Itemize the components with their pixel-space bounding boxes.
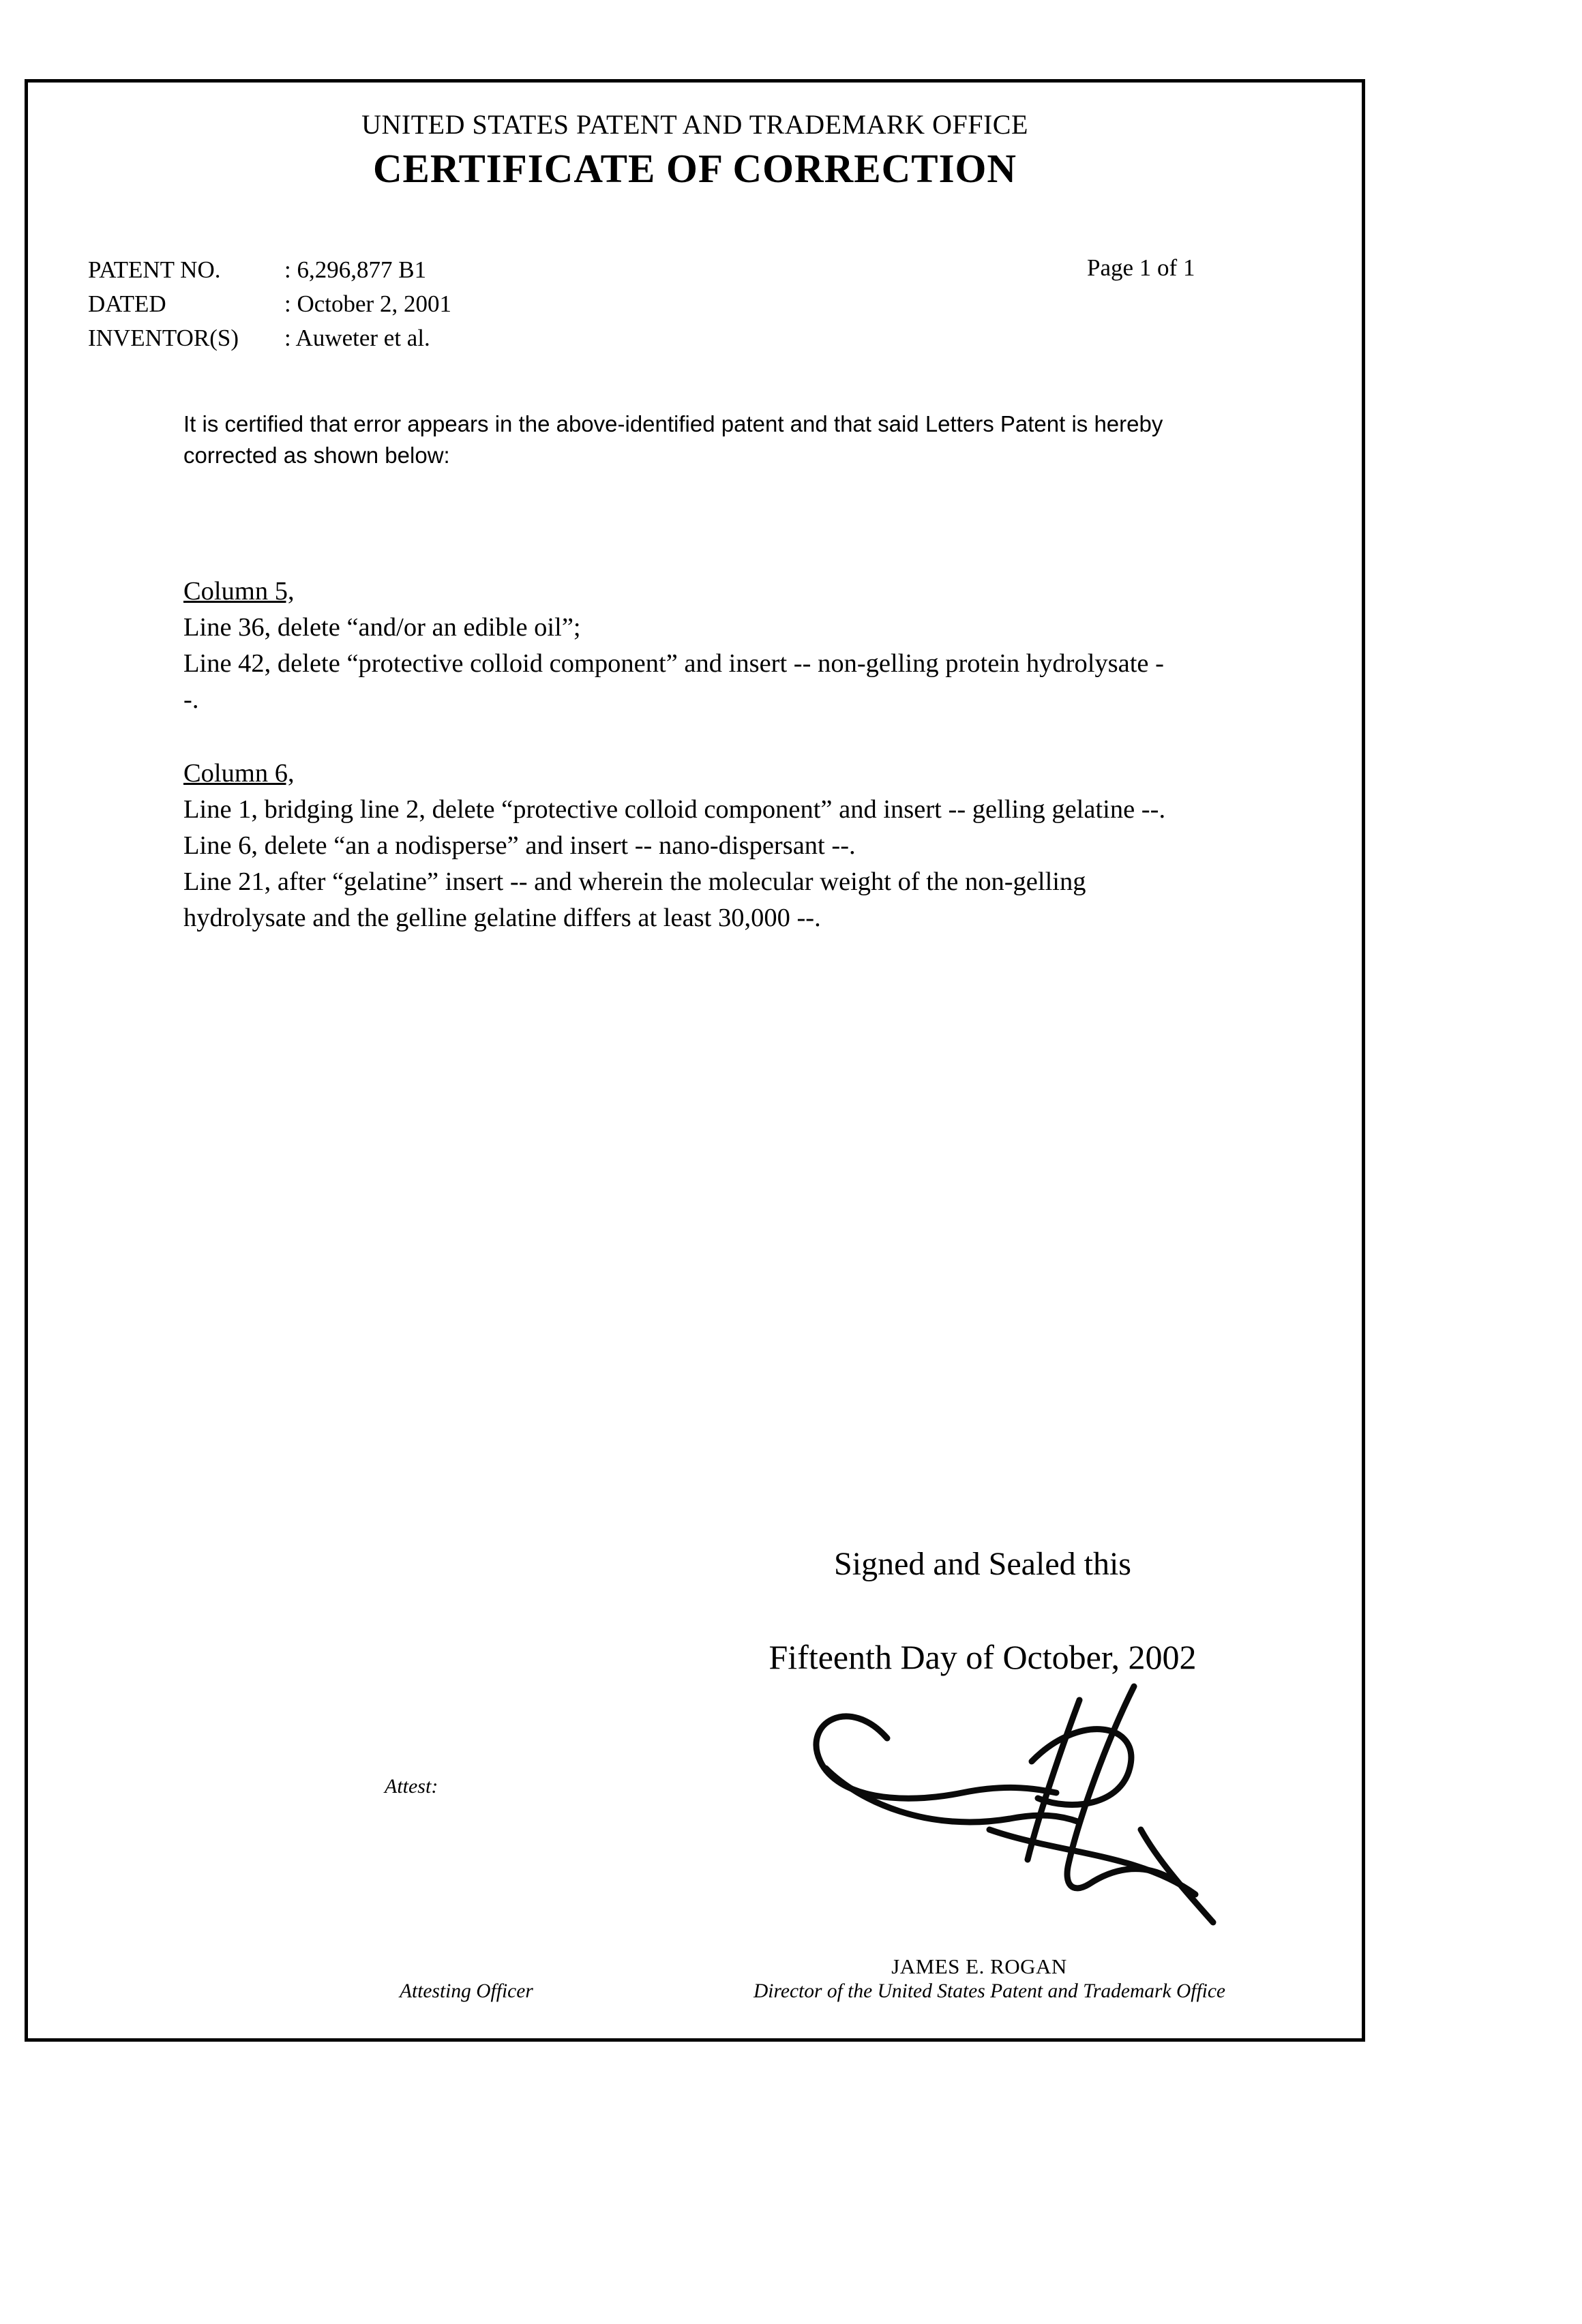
patent-no-row <box>88 253 451 287</box>
correction-line: Line 42, delete “protective colloid component” and insert -- non-gelling protein hydrolysate --. <box>183 649 1164 714</box>
attest-label: Attest: <box>385 1775 438 1798</box>
dated-label: DATED <box>88 290 166 317</box>
correction-heading: Column 6, <box>183 759 295 788</box>
correction-group-column-5 <box>183 573 1179 718</box>
certificate-border <box>25 79 1365 2042</box>
office-name: UNITED STATES PATENT AND TRADEMARK OFFICE <box>361 109 1028 140</box>
dated-value: : October 2, 2001 <box>284 290 451 317</box>
dated-row <box>88 287 451 321</box>
signature <box>785 1658 1235 1937</box>
inventors-row <box>88 321 451 355</box>
correction-group-column-6 <box>183 756 1179 936</box>
page-indicator: Page 1 of 1 <box>1087 254 1195 281</box>
correction-line: Line 1, bridging line 2, delete “protective colloid component” and insert -- gelling gelatine --. <box>183 795 1166 824</box>
signed-and-sealed-line: Signed and Sealed this <box>834 1546 1131 1582</box>
signing-date-line: Fifteenth Day of October, 2002 <box>768 1638 1197 1676</box>
inventors-value: : Auweter et al. <box>284 325 430 351</box>
patent-meta <box>88 253 451 355</box>
correction-line: Line 21, after “gelatine” insert -- and wherein the molecular weight of the non-gelling hydrolysate and the gelline gelatine differs at least 30,000 --. <box>183 867 1086 932</box>
signer-name: JAMES E. ROGAN <box>891 1954 1067 1978</box>
correction-heading: Column 5, <box>183 577 295 606</box>
correction-line: Line 36, delete “and/or an edible oil”; <box>183 613 581 642</box>
corrections-section <box>183 573 1179 936</box>
signer-title: Director of the United States Patent and Trademark Office <box>753 1980 1226 2002</box>
inventors-label: INVENTOR(S) <box>88 325 239 351</box>
certification-text: It is certified that error appears in the above-identified patent and that said Letters Patent is hereby corrected as shown below: <box>183 411 1163 468</box>
correction-line: Line 6, delete “an a nodisperse” and insert -- nano-dispersant --. <box>183 831 856 860</box>
patent-no-label: PATENT NO. <box>88 256 221 283</box>
attesting-officer-label: Attesting Officer <box>400 1980 533 2002</box>
document-title: CERTIFICATE OF CORRECTION <box>372 146 1017 191</box>
patent-no-value: : 6,296,877 B1 <box>284 256 427 283</box>
